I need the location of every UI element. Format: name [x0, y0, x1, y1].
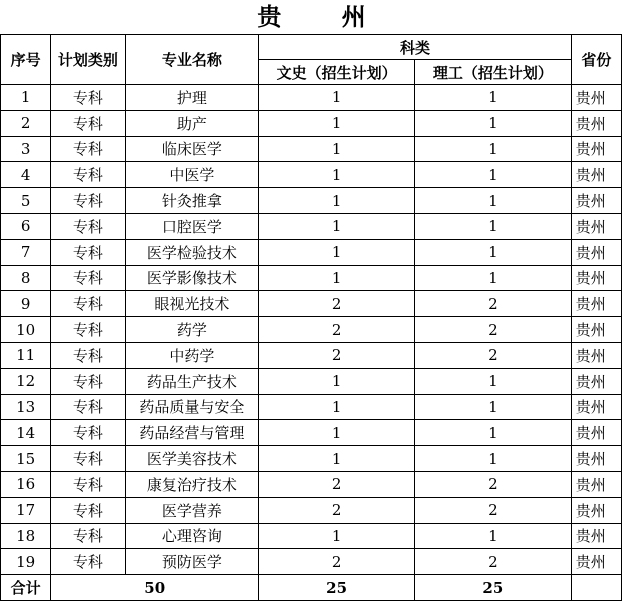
row-science: 1	[414, 368, 571, 394]
row-major: 临床医学	[125, 136, 259, 162]
row-plan-type: 专科	[51, 188, 125, 214]
row-major: 药学	[125, 317, 259, 343]
row-liberal: 1	[259, 239, 415, 265]
row-province: 贵州	[571, 523, 621, 549]
header-subject: 科类	[259, 35, 572, 60]
row-major: 助产	[125, 110, 259, 136]
row-liberal: 1	[259, 394, 415, 420]
table-row	[1, 549, 622, 575]
row-liberal: 1	[259, 136, 415, 162]
row-science: 1	[414, 265, 571, 291]
row-science: 1	[414, 110, 571, 136]
row-seq: 16	[1, 471, 51, 497]
row-major: 药品质量与安全	[125, 394, 259, 420]
table-row	[1, 471, 622, 497]
row-plan-type: 专科	[51, 368, 125, 394]
table-row	[1, 317, 622, 343]
table-row	[1, 291, 622, 317]
row-province: 贵州	[571, 265, 621, 291]
row-seq: 7	[1, 239, 51, 265]
row-province: 贵州	[571, 188, 621, 214]
row-science: 2	[414, 549, 571, 575]
row-science: 1	[414, 213, 571, 239]
row-province: 贵州	[571, 368, 621, 394]
total-label: 合计	[1, 575, 51, 601]
row-plan-type: 专科	[51, 471, 125, 497]
row-science: 1	[414, 239, 571, 265]
row-plan-type: 专科	[51, 239, 125, 265]
row-science: 1	[414, 523, 571, 549]
row-province: 贵州	[571, 342, 621, 368]
row-liberal: 1	[259, 420, 415, 446]
row-science: 2	[414, 317, 571, 343]
row-seq: 4	[1, 162, 51, 188]
total-empty	[571, 575, 621, 601]
header-science: 理工（招生计划）	[414, 60, 571, 85]
row-liberal: 1	[259, 85, 415, 111]
row-science: 1	[414, 136, 571, 162]
row-seq: 2	[1, 110, 51, 136]
row-province: 贵州	[571, 471, 621, 497]
row-liberal: 2	[259, 471, 415, 497]
table-row	[1, 110, 622, 136]
row-seq: 5	[1, 188, 51, 214]
row-liberal: 1	[259, 162, 415, 188]
total-row	[1, 575, 622, 601]
table-row	[1, 394, 622, 420]
row-science: 2	[414, 471, 571, 497]
total-sum: 50	[51, 575, 259, 601]
table-row	[1, 420, 622, 446]
row-seq: 9	[1, 291, 51, 317]
row-province: 贵州	[571, 497, 621, 523]
row-plan-type: 专科	[51, 446, 125, 472]
row-plan-type: 专科	[51, 497, 125, 523]
row-plan-type: 专科	[51, 523, 125, 549]
row-major: 康复治疗技术	[125, 471, 259, 497]
row-science: 1	[414, 162, 571, 188]
row-province: 贵州	[571, 291, 621, 317]
row-liberal: 1	[259, 523, 415, 549]
row-plan-type: 专科	[51, 136, 125, 162]
row-major: 医学营养	[125, 497, 259, 523]
row-seq: 1	[1, 85, 51, 111]
row-science: 2	[414, 291, 571, 317]
row-science: 2	[414, 497, 571, 523]
row-seq: 13	[1, 394, 51, 420]
row-seq: 6	[1, 213, 51, 239]
table-row	[1, 342, 622, 368]
total-science: 25	[414, 575, 571, 601]
row-major: 药品经营与管理	[125, 420, 259, 446]
row-major: 医学影像技术	[125, 265, 259, 291]
row-science: 1	[414, 188, 571, 214]
table-row	[1, 446, 622, 472]
table-row	[1, 368, 622, 394]
row-major: 口腔医学	[125, 213, 259, 239]
row-major: 中药学	[125, 342, 259, 368]
table-row	[1, 85, 622, 111]
row-province: 贵州	[571, 239, 621, 265]
row-province: 贵州	[571, 110, 621, 136]
row-seq: 11	[1, 342, 51, 368]
row-major: 针灸推拿	[125, 188, 259, 214]
total-liberal: 25	[259, 575, 415, 601]
row-seq: 15	[1, 446, 51, 472]
table-row	[1, 136, 622, 162]
row-plan-type: 专科	[51, 85, 125, 111]
row-seq: 18	[1, 523, 51, 549]
header-liberal: 文史（招生计划）	[259, 60, 415, 85]
row-major: 心理咨询	[125, 523, 259, 549]
row-province: 贵州	[571, 446, 621, 472]
row-province: 贵州	[571, 136, 621, 162]
row-major: 医学美容技术	[125, 446, 259, 472]
row-liberal: 2	[259, 317, 415, 343]
row-plan-type: 专科	[51, 265, 125, 291]
header-plan-type: 计划类别	[51, 35, 125, 85]
enrollment-table	[0, 34, 622, 601]
row-liberal: 1	[259, 446, 415, 472]
row-major: 预防医学	[125, 549, 259, 575]
row-liberal: 2	[259, 497, 415, 523]
row-science: 2	[414, 342, 571, 368]
row-seq: 3	[1, 136, 51, 162]
row-seq: 10	[1, 317, 51, 343]
row-plan-type: 专科	[51, 394, 125, 420]
row-major: 医学检验技术	[125, 239, 259, 265]
row-seq: 8	[1, 265, 51, 291]
row-province: 贵州	[571, 85, 621, 111]
row-major: 护理	[125, 85, 259, 111]
row-seq: 17	[1, 497, 51, 523]
row-plan-type: 专科	[51, 549, 125, 575]
row-province: 贵州	[571, 213, 621, 239]
row-liberal: 2	[259, 549, 415, 575]
row-province: 贵州	[571, 394, 621, 420]
row-province: 贵州	[571, 549, 621, 575]
row-plan-type: 专科	[51, 110, 125, 136]
table-row	[1, 523, 622, 549]
row-liberal: 2	[259, 342, 415, 368]
header-province: 省份	[571, 35, 621, 85]
table-row	[1, 213, 622, 239]
table-row	[1, 265, 622, 291]
row-plan-type: 专科	[51, 420, 125, 446]
row-liberal: 1	[259, 368, 415, 394]
row-science: 1	[414, 446, 571, 472]
row-liberal: 1	[259, 265, 415, 291]
table-row	[1, 188, 622, 214]
row-plan-type: 专科	[51, 162, 125, 188]
row-science: 1	[414, 394, 571, 420]
row-major: 中医学	[125, 162, 259, 188]
row-liberal: 1	[259, 110, 415, 136]
row-plan-type: 专科	[51, 291, 125, 317]
row-seq: 14	[1, 420, 51, 446]
row-liberal: 1	[259, 188, 415, 214]
row-province: 贵州	[571, 420, 621, 446]
header-seq: 序号	[1, 35, 51, 85]
row-science: 1	[414, 420, 571, 446]
header-major: 专业名称	[125, 35, 259, 85]
row-major: 药品生产技术	[125, 368, 259, 394]
row-seq: 19	[1, 549, 51, 575]
table-row	[1, 497, 622, 523]
row-province: 贵州	[571, 162, 621, 188]
table-row	[1, 162, 622, 188]
row-liberal: 1	[259, 213, 415, 239]
row-seq: 12	[1, 368, 51, 394]
row-major: 眼视光技术	[125, 291, 259, 317]
row-plan-type: 专科	[51, 213, 125, 239]
table-row	[1, 239, 622, 265]
row-province: 贵州	[571, 317, 621, 343]
page-title: 贵 州	[257, 2, 392, 31]
row-science: 1	[414, 85, 571, 111]
row-plan-type: 专科	[51, 342, 125, 368]
row-plan-type: 专科	[51, 317, 125, 343]
row-liberal: 2	[259, 291, 415, 317]
